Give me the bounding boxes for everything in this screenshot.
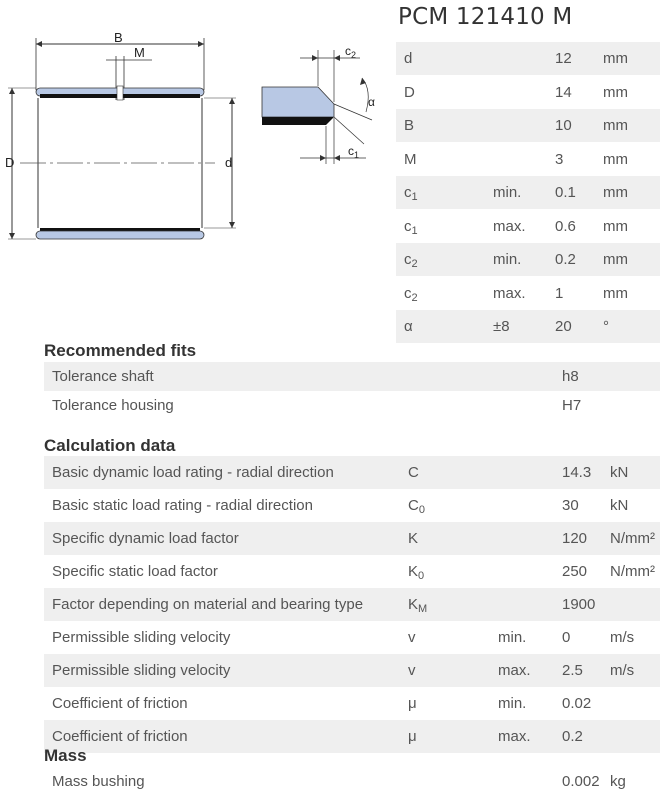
dimension-row: [396, 42, 660, 76]
calc-row: [44, 456, 660, 489]
calc-symbol: $C_0$: [408, 497, 425, 516]
dimension-symbol: M: [404, 150, 417, 168]
dimension-row: [396, 243, 660, 277]
dimension-row: [396, 210, 660, 244]
fit-row: [44, 391, 660, 420]
mass-value: 0.002: [562, 773, 600, 790]
calc-limit: min.: [498, 695, 527, 712]
bushing-section-view: [5, 30, 236, 239]
calc-unit: kN: [610, 497, 629, 514]
dimension-limit: max.: [493, 284, 526, 302]
dimension-value: 0.6: [555, 217, 576, 235]
dimension-value: 0.1: [555, 184, 576, 201]
dimension-symbol: $c_2$: [404, 251, 418, 270]
calc-label: Factor depending on material and bearing type: [52, 596, 364, 613]
dimension-limit: ±8: [493, 318, 510, 335]
calc-limit: max.: [498, 728, 531, 745]
dimension-unit: mm: [603, 184, 628, 201]
dimension-value: 0.2: [555, 251, 576, 268]
calc-row: [44, 489, 660, 522]
dimension-unit: mm: [603, 150, 628, 168]
dimension-symbol: $c_1$: [404, 184, 418, 203]
recommended-fits-title: Recommended fits: [44, 341, 197, 360]
dim-label-M: M: [134, 45, 145, 60]
dimension-unit: mm: [603, 117, 628, 134]
fit-label: Tolerance housing: [52, 397, 174, 414]
dimension-symbol: $c_2$: [404, 284, 418, 304]
calc-value: 14.3: [562, 464, 592, 481]
calc-row: [44, 522, 660, 555]
dimension-value: 20: [555, 318, 572, 335]
fit-value: h8: [562, 368, 579, 385]
dimension-row: [396, 76, 660, 110]
dimensions-table: [396, 42, 660, 344]
dim-label-D: D: [5, 155, 15, 170]
dim-label-d: d: [225, 155, 233, 170]
dim-label-c1: $c_1$: [348, 144, 360, 160]
calc-label: Permissible sliding velocity: [52, 629, 231, 646]
calc-label: Basic static load rating - radial direction: [52, 497, 313, 514]
dimension-unit: °: [603, 318, 609, 335]
calc-label: Basic dynamic load rating - radial direction: [52, 464, 334, 481]
calc-symbol: C: [408, 464, 419, 481]
dimension-row: [396, 109, 660, 143]
calc-symbol: $K_M$: [408, 596, 428, 615]
calc-label: Coefficient of friction: [52, 695, 188, 712]
calc-label: Specific dynamic load factor: [52, 530, 239, 547]
calc-symbol: v: [408, 662, 416, 679]
dimension-unit: mm: [603, 251, 628, 268]
dimension-unit: mm: [603, 83, 628, 101]
calc-value: 30: [562, 497, 579, 514]
mass-row: [44, 767, 660, 796]
calc-value: 1900: [562, 596, 596, 613]
mass-label: Mass bushing: [52, 773, 145, 790]
calc-row: [44, 555, 660, 588]
calc-symbol: μ: [408, 728, 417, 745]
dimension-value: 10: [555, 117, 572, 134]
fit-row: [44, 362, 660, 391]
dimension-symbol: α: [404, 318, 413, 335]
calc-unit: kN: [610, 464, 629, 481]
calc-row: [44, 654, 660, 687]
calc-label: Coefficient of friction: [52, 728, 188, 745]
calc-label: Specific static load factor: [52, 563, 218, 580]
calc-value: 0.02: [562, 695, 592, 712]
dim-label-B: B: [114, 30, 123, 45]
dimension-symbol: d: [404, 50, 413, 67]
calc-limit: max.: [498, 662, 531, 679]
calc-row: [44, 720, 660, 753]
calc-value: 2.5: [562, 662, 583, 679]
dimension-unit: mm: [603, 50, 628, 67]
calculation-data-title: Calculation data: [44, 436, 176, 455]
dimension-unit: mm: [603, 217, 628, 235]
calculation-data-table: [44, 456, 660, 753]
calc-row: [44, 621, 660, 654]
chamfer-detail-view: [262, 44, 375, 164]
product-title: PCM 121410 M: [398, 4, 573, 30]
calc-row: [44, 588, 660, 621]
dimension-symbol: $c_1$: [404, 217, 418, 237]
calc-unit: m/s: [610, 662, 635, 679]
dimension-symbol: D: [404, 83, 415, 101]
dimension-limit: min.: [493, 184, 522, 201]
bushing-drawing: [0, 30, 390, 270]
recommended-fits-table: [44, 362, 660, 420]
dimension-row: [396, 176, 660, 210]
fit-value: H7: [562, 397, 582, 414]
dimension-value: 14: [555, 83, 572, 101]
dimension-row: [396, 310, 660, 344]
fit-label: Tolerance shaft: [52, 368, 154, 385]
dimension-row: [396, 143, 660, 177]
calc-value: 0: [562, 629, 571, 646]
calc-row: [44, 687, 660, 720]
calc-symbol: K: [408, 530, 419, 547]
calc-symbol: μ: [408, 695, 417, 712]
dimension-value: 1: [555, 284, 564, 302]
mass-unit: kg: [610, 773, 626, 790]
calc-value: 120: [562, 530, 588, 547]
calc-unit: N/mm²: [610, 530, 655, 547]
calc-unit: m/s: [610, 629, 635, 646]
dimension-limit: max.: [493, 217, 526, 235]
dimension-symbol: B: [404, 117, 415, 134]
dimension-unit: mm: [603, 284, 628, 302]
dim-label-c2: $c_2$: [345, 44, 357, 60]
dimension-value: 12: [555, 50, 572, 67]
dimension-row: [396, 277, 660, 311]
mass-title: Mass: [44, 746, 87, 765]
dimension-value: 3: [555, 150, 564, 168]
dimension-limit: min.: [493, 251, 522, 268]
calc-limit: min.: [498, 629, 527, 646]
mass-table: [44, 767, 660, 796]
calc-unit: N/mm²: [610, 563, 655, 580]
calc-value: 0.2: [562, 728, 583, 745]
calc-label: Permissible sliding velocity: [52, 662, 231, 679]
calc-symbol: $K_0$: [408, 563, 425, 582]
calc-symbol: v: [408, 629, 416, 646]
calc-value: 250: [562, 563, 588, 580]
dim-label-alpha: α: [368, 95, 375, 109]
